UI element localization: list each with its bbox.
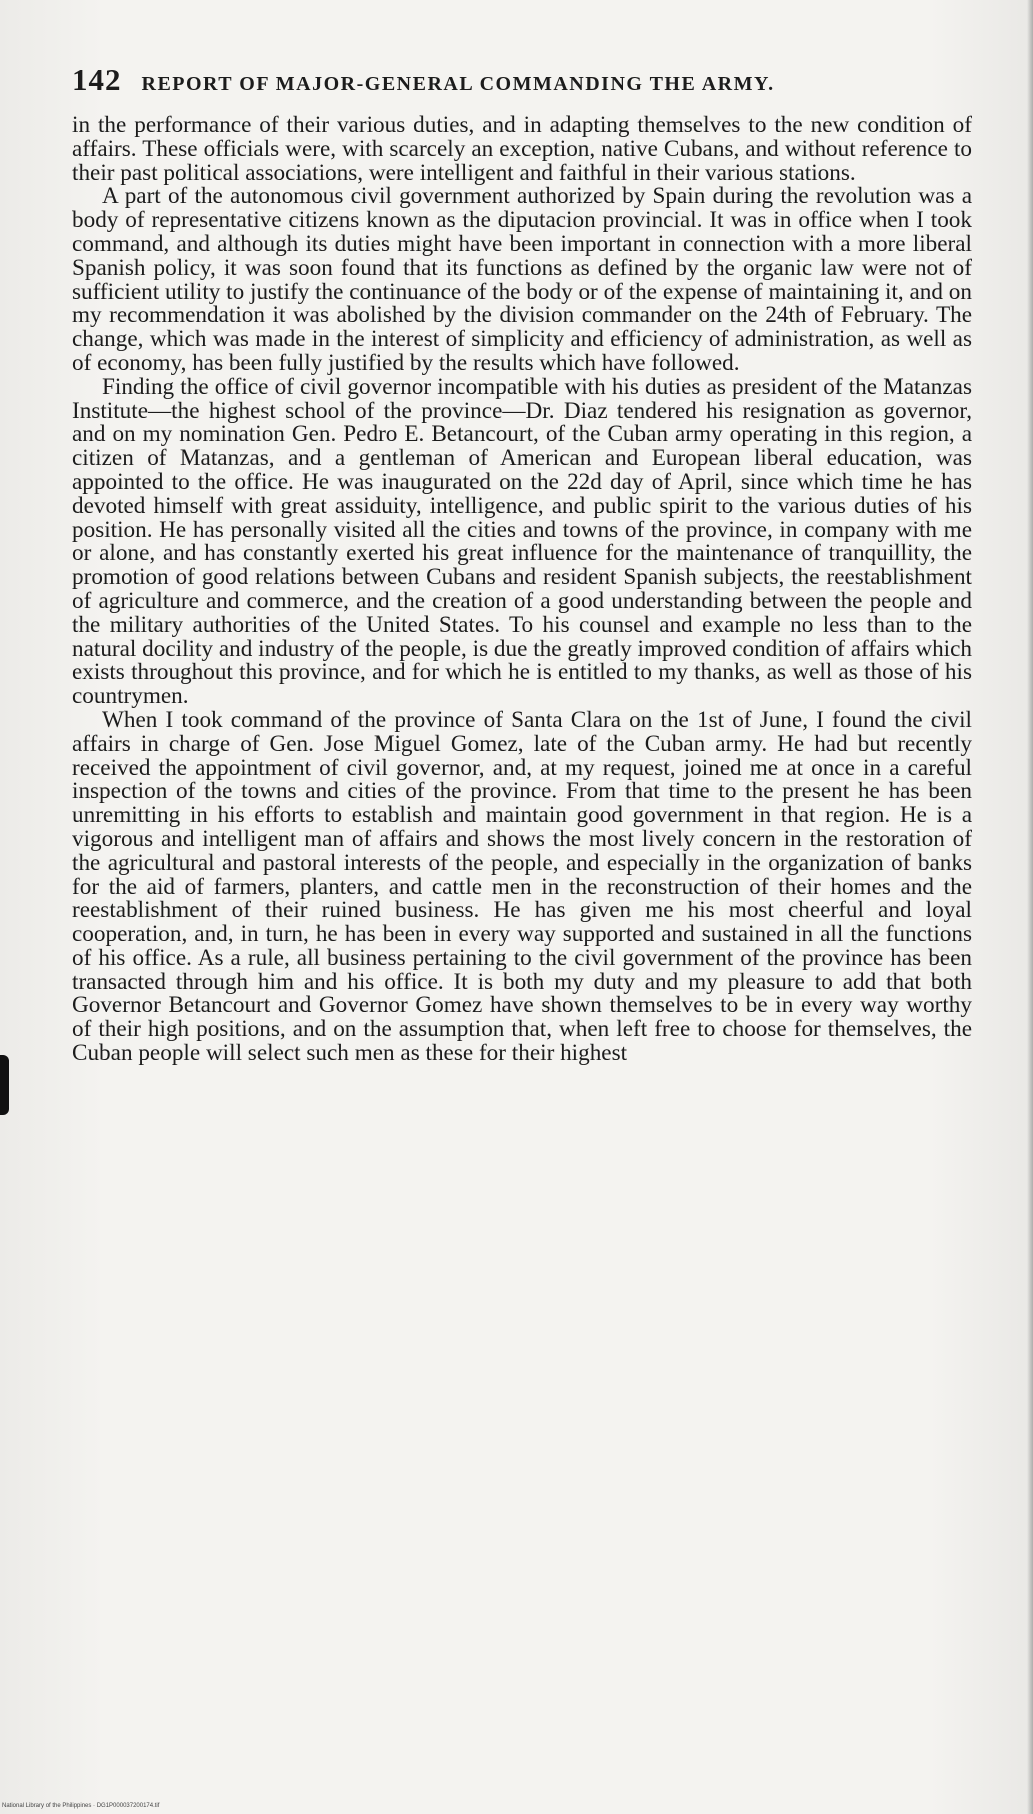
body-text — [72, 114, 972, 1066]
running-head: REPORT OF MAJOR-GENERAL COMMANDING THE ARMY. — [141, 73, 775, 95]
scan-margin-mark — [0, 1055, 9, 1115]
paragraph-continued: in the performance of their various duties, and in adapting themselves to the new condition of affairs. These officials were, with scarcely an exception, native Cubans, and without reference to their past political associations, were intelligent and faithful in their various stations. — [72, 112, 972, 186]
page-number: 142 — [72, 62, 122, 97]
paragraph-diputacion: A part of the autonomous civil government authorized by Spain during the revolution was a body of representative citizens known as the diputacion provincial. It was in office when I took command, and although its duties might have been important in connection with a more liberal Spanish policy, it was soon found that its functions as defined by the organic law were not of sufficient utility to justify the continuance of the body or of the expense of maintaining it, and on my recommendation it was abolished by the division commander on the 24th of February. The change, which was made in the interest of simplicity and efficiency of administration, as well as of economy, has been fully justified by the results which have followed. — [72, 183, 972, 376]
scan-credit: National Library of the Philippines · DG1P000037200174.tif — [2, 1803, 160, 1809]
paragraph-betancourt: Finding the office of civil governor incompatible with his duties as president of the Matanzas Institute—the highest school of the province—Dr. Diaz tendered his resignation as governor, and on my nomination Gen. Pedro E. Betancourt, of the Cuban army operating in this region, a citizen of Matanzas, and a gentleman of American and European liberal education, was appointed to the office. He was inaugurated on the 22d day of April, since which time he has devoted himself with great assiduity, intelligence, and public spirit to the various duties of his position. He has personally visited all the cities and towns of the province, in company with me or alone, and has constantly exerted his great influence for the maintenance of tranquillity, the promotion of good relations between Cubans and resident Spanish subjects, the reestablishment of agriculture and commerce, and the creation of a good understanding between the people and the military authorities of the United States. To his counsel and example no less than to the natural docility and industry of the people, is due the greatly improved condition of affairs which exists throughout this province, and for which he is entitled to my thanks, as well as those of his countrymen. — [72, 373, 972, 710]
page-header — [72, 62, 952, 98]
paragraph-gomez: When I took command of the province of Santa Clara on the 1st of June, I found the civil affairs in charge of Gen. Jose Miguel Gomez, late of the Cuban army. He had but recently received the appointment of civil governor, and, at my request, joined me at once in a careful inspection of the towns and cities of the province. From that time to the present he has been unremitting in his efforts to establish and maintain good government in that region. He is a vigorous and intelligent man of affairs and shows the most lively concern in the restoration of the agricultural and pastoral interests of the people, and especially in the organization of banks for the aid of farmers, planters, and cattle men in the reconstruction of their homes and the reestablishment of their ruined business. He has given me his most cheerful and loyal cooperation, and, in turn, he has been in every way supported and sustained in all the functions of his office. As a rule, all business pertaining to the civil government of the province has been transacted through him and his office. It is both my duty and my pleasure to add that both Governor Betancourt and Governor Gomez have shown themselves to be in every way worthy of their high positions, and on the assumption that, when left free to choose for themselves, the Cuban people will select such men as these for their highest — [72, 706, 972, 1067]
page-edge-shadow — [1027, 0, 1033, 1814]
